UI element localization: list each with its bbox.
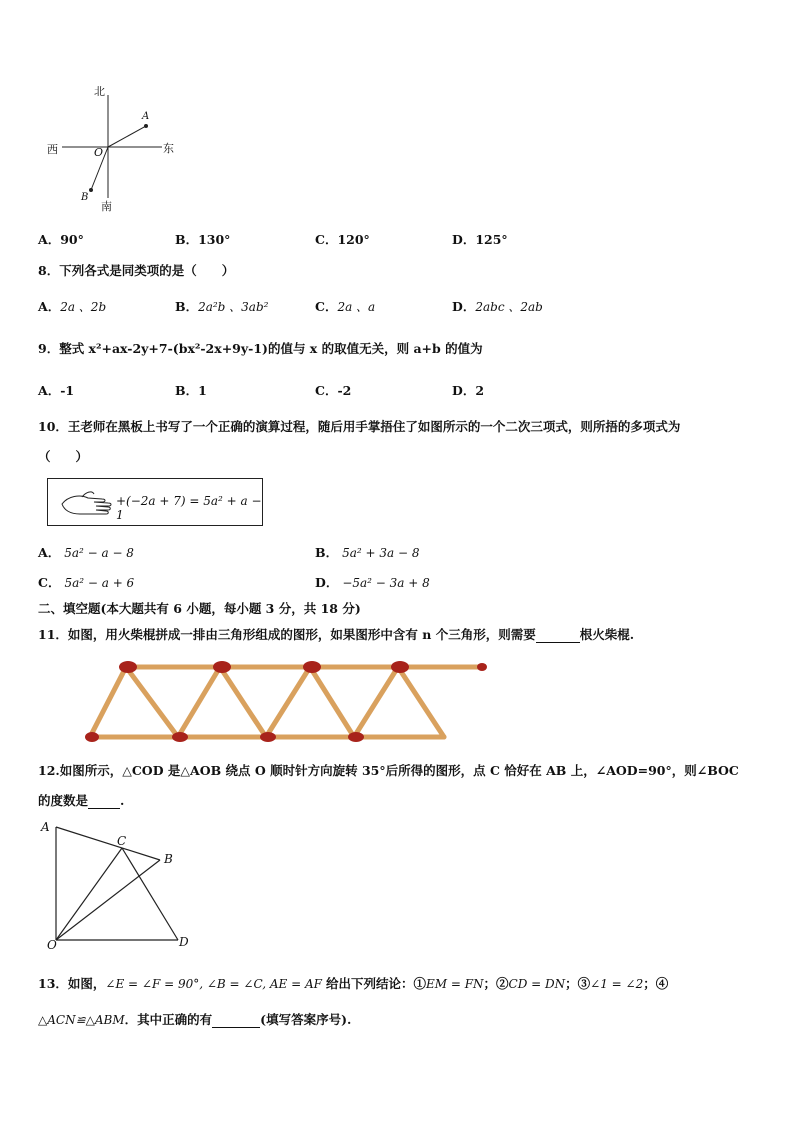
compass-origin-label: O — [94, 146, 104, 159]
q10-option-d: D． −5a² − 3a + 8 — [315, 575, 430, 590]
q10-stem-line2: （ ） — [38, 449, 89, 464]
q12-stem-line1: 12.如图所示，△COD 是△AOB 绕点 O 顺时针方向旋转 35°后所得的图形，点 C 恰好在 AB 上，∠AOD=90°，则∠BOC — [38, 763, 739, 778]
rot-label-d: D — [179, 935, 189, 949]
q7-option-d: D．125° — [452, 232, 508, 247]
section2-heading: 二、填空题(本大题共有 6 小题，每小题 3 分，共 18 分) — [38, 601, 361, 616]
q9-option-c: C．-2 — [315, 383, 352, 398]
matchstick-figure — [0, 655, 794, 745]
compass-lines — [0, 0, 794, 230]
compass-point-a-label: A — [142, 111, 150, 122]
q13-answer-blank[interactable] — [212, 1015, 260, 1028]
q9-option-a: A．-1 — [38, 383, 75, 398]
q10-stem-line1: 10．王老师在黑板上书写了一个正确的演算过程，随后用手掌捂住了如图所示的一个二次三项式，则所捂的多项式为 — [38, 419, 681, 434]
rot-label-a: A — [41, 820, 50, 834]
compass-east-label: 东 — [163, 142, 174, 155]
rot-label-b: B — [164, 852, 173, 866]
point-a-dot — [144, 124, 148, 128]
rot-label-c: C — [117, 834, 127, 848]
q8-option-b: B．2a²b 、3ab² — [175, 299, 269, 314]
compass-west-label: 西 — [47, 143, 58, 156]
compass-south-label: 南 — [101, 200, 112, 213]
q11-answer-blank[interactable] — [536, 630, 580, 643]
point-b-dot — [89, 188, 93, 192]
q10-option-b: B． 5a² + 3a − 8 — [315, 545, 420, 560]
q8-option-a: A．2a 、2b — [38, 299, 107, 314]
q8-stem: 8．下列各式是同类项的是（ ） — [38, 263, 235, 278]
q9-option-b: B．1 — [175, 383, 207, 398]
q10-equation-box — [47, 478, 263, 526]
q8-option-c: C．2a 、a — [315, 299, 376, 314]
q7-option-c: C．120° — [315, 232, 370, 247]
q13-stem-line2: △ACN≌△ABM．其中正确的有 (填写答案序号). — [38, 1012, 352, 1027]
q8-option-d: D．2abc 、2ab — [452, 299, 543, 314]
compass-north-label: 北 — [94, 85, 105, 98]
q7-option-a: A．90° — [38, 232, 84, 247]
q7-option-b: B．130° — [175, 232, 231, 247]
rot-label-o: O — [47, 938, 57, 952]
q10-option-a: A． 5a² − a − 8 — [38, 545, 134, 560]
compass-point-b-label: B — [81, 192, 89, 203]
q11-stem: 11．如图，用火柴棍拼成一排由三角形组成的图形，如果图形中含有 n 个三角形，则需要 根火柴棍. — [38, 627, 635, 642]
q9-option-d: D．2 — [452, 383, 485, 398]
q12-answer-blank[interactable] — [88, 796, 120, 809]
q9-stem: 9．整式 x²+ax-2y+7-(bx²-2x+9y-1)的值与 x 的取值无关，则 a+b 的值为 — [38, 341, 483, 356]
q10-option-c: C． 5a² − a + 6 — [38, 575, 135, 590]
q12-stem-line2: 的度数是 . — [38, 793, 125, 808]
hand-icon — [58, 488, 118, 518]
q13-stem-line1: 13．如图，∠E = ∠F = 90°, ∠B = ∠C, AE = AF 给出下列结论：①EM = FN；②CD = DN；③∠1 = ∠2；④ — [38, 976, 669, 991]
q10-equation: +(−2a + 7) = 5a² + a − 1 — [116, 494, 262, 522]
